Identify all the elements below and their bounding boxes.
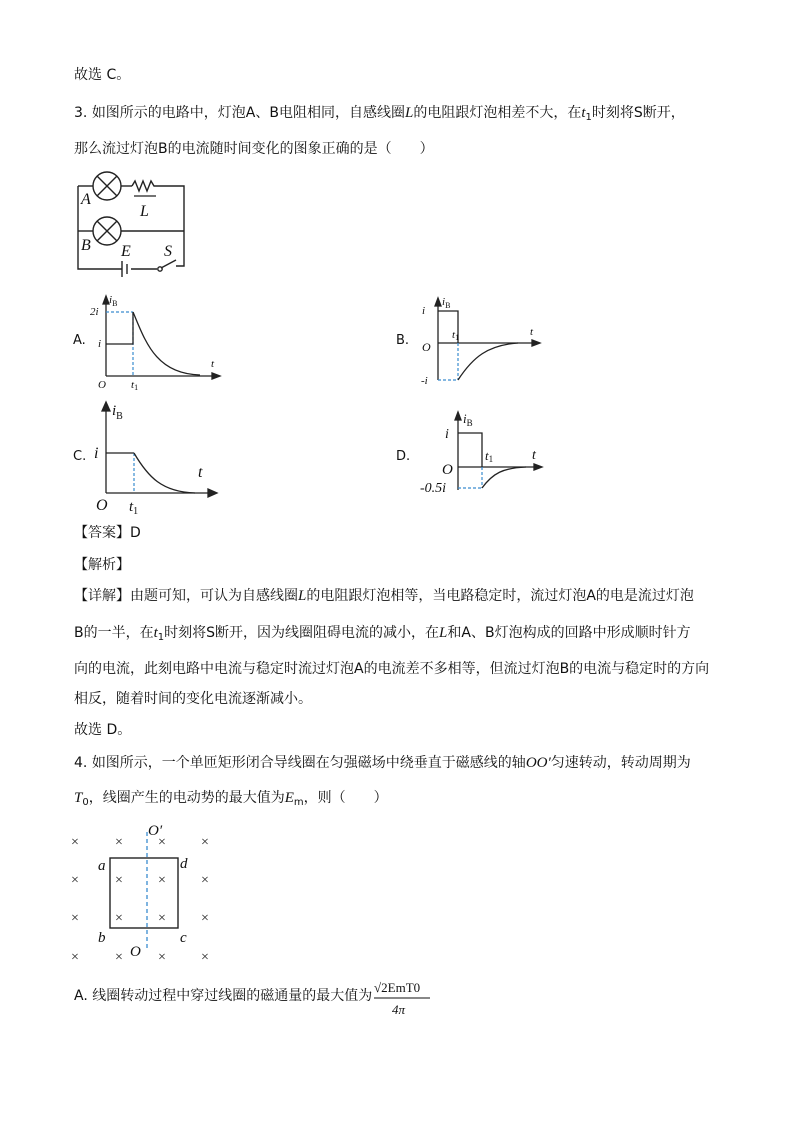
svg-text:t: t bbox=[211, 358, 215, 370]
svg-text:iB: $i_B$ bbox=[442, 296, 451, 310]
svg-text:t1: t1 bbox=[485, 448, 494, 464]
label-switch: S bbox=[164, 243, 172, 260]
detail-tag: 【详解】 bbox=[74, 588, 130, 604]
svg-text:×: × bbox=[71, 950, 79, 965]
option-d-label: D. bbox=[396, 449, 411, 464]
svg-text:×: × bbox=[201, 911, 209, 926]
svg-text:i: i bbox=[422, 305, 426, 317]
q4-stem-line1: 4. 如图所示，一个单匝矩形闭合导线圈在匀强磁场中绕垂直于磁感线的轴OO′匀速转动，转动周期为 bbox=[74, 755, 691, 771]
detail-line3: 向的电流，此刻电路中电流与稳定时流过灯泡A的电流差不多相等，但流过灯泡B的电流与稳定时的方向 bbox=[74, 661, 710, 677]
svg-text:t1: t1 bbox=[131, 379, 139, 392]
fraction-numerator: √2EmT0 bbox=[374, 980, 421, 995]
svg-text:t1: $t_1$ bbox=[129, 499, 139, 517]
svg-text:×: × bbox=[158, 950, 166, 965]
svg-text:t: t bbox=[532, 448, 536, 463]
option-c-label: C. bbox=[73, 449, 87, 464]
svg-text:×: × bbox=[115, 950, 123, 965]
svg-text:×: × bbox=[115, 835, 123, 850]
level-2i: 2i bbox=[90, 306, 99, 318]
svg-text:×: × bbox=[201, 950, 209, 965]
label-coil: L bbox=[140, 203, 149, 220]
q4-option-a: A. 线圈转动过程中穿过线圈的磁通量的最大值为 bbox=[74, 988, 373, 1004]
q4-stem-line2: $T_0$，线圈产生的电动势的最大值为$E_m$，则（ ） bbox=[74, 790, 388, 808]
label-battery: E bbox=[121, 243, 131, 260]
svg-text:t: t bbox=[530, 326, 534, 338]
label-lamp-a: A bbox=[81, 191, 91, 208]
option-b-label: B. bbox=[396, 333, 410, 348]
svg-text:b: b bbox=[98, 930, 106, 946]
svg-text:O: O bbox=[96, 497, 108, 514]
svg-text:×: × bbox=[158, 873, 166, 888]
detail-line1: 【详解】由题可知，可认为自感线圈L的电阻跟灯泡相等，当电路稳定时，流过灯泡A的电是流过灯泡 bbox=[74, 588, 694, 604]
svg-text:×: × bbox=[158, 911, 166, 926]
lamp-a-icon bbox=[93, 172, 121, 200]
svg-text:O: O bbox=[422, 340, 431, 354]
svg-text:-0.5i: -0.5i bbox=[420, 481, 447, 496]
q4-number: 4. bbox=[74, 755, 88, 771]
circuit-diagram bbox=[72, 172, 192, 276]
fraction-formula bbox=[372, 977, 434, 1021]
svg-text:O: O bbox=[442, 462, 453, 478]
svg-text:iB: $i_B$ bbox=[109, 294, 118, 308]
svg-text:iB: $i_B$ bbox=[112, 403, 123, 422]
magnetic-field-figure bbox=[66, 818, 226, 968]
svg-text:×: × bbox=[71, 911, 79, 926]
answer-value: D bbox=[130, 525, 141, 541]
q3-conclusion: 故选 D。 bbox=[74, 722, 132, 738]
graph-option-c bbox=[90, 397, 225, 517]
level-i: i bbox=[98, 338, 102, 350]
svg-text:O: O bbox=[130, 944, 141, 960]
lamp-b-icon bbox=[93, 217, 121, 245]
graph-option-b bbox=[418, 292, 548, 387]
detail-line4: 相反，随着时间的变化电流逐渐减小。 bbox=[74, 691, 312, 707]
svg-text:×: × bbox=[201, 835, 209, 850]
svg-text:-i: -i bbox=[421, 375, 428, 387]
svg-text:d: d bbox=[180, 856, 188, 872]
option-a-label: A. bbox=[73, 333, 86, 348]
previous-conclusion: 故选 C。 bbox=[74, 67, 131, 83]
analysis-tag: 【解析】 bbox=[74, 557, 130, 573]
q3-stem-line2: 那么流过灯泡B的电流随时间变化的图象正确的是（ ） bbox=[74, 141, 434, 157]
field-cross: × bbox=[71, 835, 79, 850]
q3-number: 3. bbox=[74, 105, 88, 121]
svg-text:O′: O′ bbox=[148, 823, 163, 839]
graph-option-d bbox=[418, 408, 548, 503]
svg-text:×: × bbox=[158, 835, 166, 850]
fraction-denominator: 4π bbox=[392, 1002, 406, 1017]
svg-text:t1: t1 bbox=[452, 329, 460, 342]
svg-text:×: × bbox=[201, 873, 209, 888]
svg-text:×: × bbox=[115, 873, 123, 888]
answer-line bbox=[74, 523, 141, 543]
svg-text:O: O bbox=[98, 379, 106, 391]
svg-text:×: × bbox=[71, 873, 79, 888]
svg-text:×: × bbox=[115, 911, 123, 926]
label-lamp-b: B bbox=[81, 237, 91, 254]
answer-tag: 【答案】 bbox=[74, 525, 130, 541]
svg-text:t: t bbox=[198, 464, 203, 481]
svg-text:i: i bbox=[94, 445, 99, 462]
svg-text:a: a bbox=[98, 858, 106, 874]
q4-option-a-label: A. bbox=[74, 988, 88, 1004]
svg-text:c: c bbox=[180, 930, 187, 946]
svg-text:iB: $i_B$ bbox=[463, 411, 473, 428]
svg-text:i: i bbox=[445, 427, 449, 442]
graph-option-a bbox=[90, 290, 225, 390]
q3-stem-line1: 3. 如图所示的电路中，灯泡A、B电阻相同，自感线圈L的电阻跟灯泡相差不大，在$t_1$时刻将S断开， bbox=[74, 105, 685, 123]
detail-line2: B的一半，在$t_1$时刻将S断开，因为线圈阻碍电流的减小，在L和A、B灯泡构成的回路中形成顺时针方 bbox=[74, 625, 691, 643]
